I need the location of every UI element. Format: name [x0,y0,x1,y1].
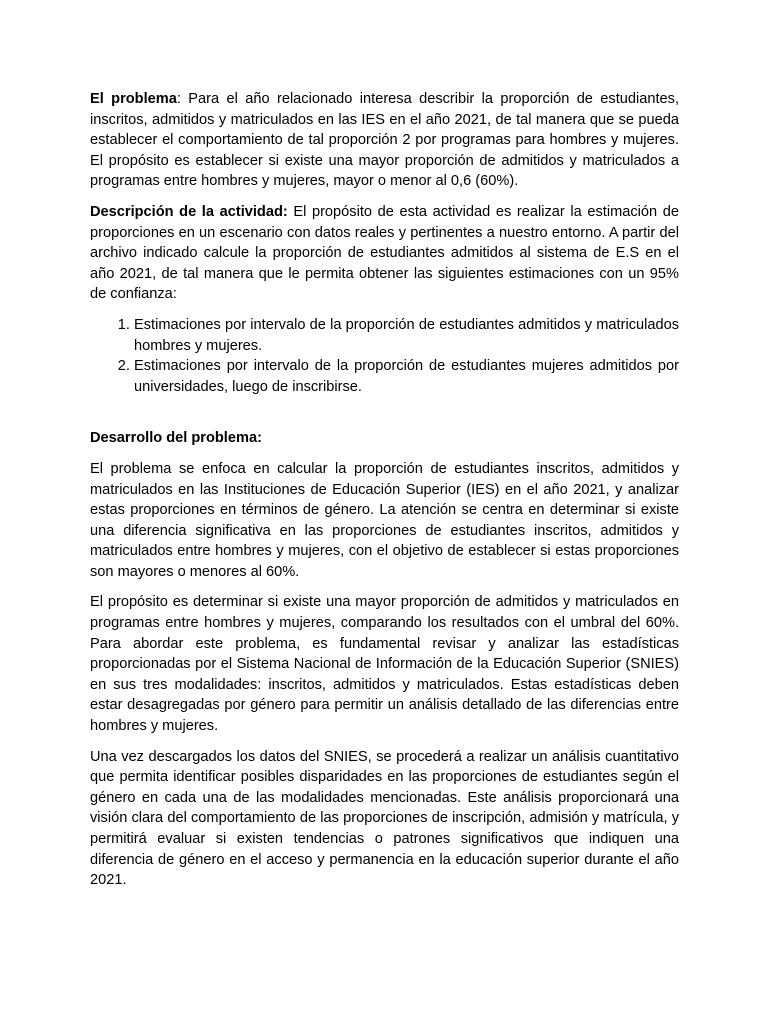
development-paragraph: El propósito es determinar si existe una mayor proporción de admitidos y matriculados en programas entre hombres y mujeres, comparando los resultados con el umbral del 60%. Para abordar este problema, es fundamental revisar y analizar las estadísticas proporcionadas por el Sistema Nacional de Información de la Educación Superior (SNIES) en sus tres modalidades: inscritos, admitidos y matriculados. Estas estadísticas deben estar desagregadas por género para permitir un análisis detallado de las diferencias entre hombres y mujeres. [90,594,679,735]
problem-label: El problema [90,91,177,107]
development-paragraph: Una vez descargados los datos del SNIES, se procederá a realizar un análisis cuantitativo que permita identificar posibles disparidades en las proporciones de estudiantes según el género en cada una de las modalidades mencionadas. Este análisis proporcionará una visión clara del comportamiento de las proporciones de inscripción, admisión y matrícula, y permitirá evaluar si existen tendencias o patrones significativos que indiquen una diferencia de género en el acceso y permanencia en la educación superior durante el año 2021. [90,748,679,889]
activity-paragraph [90,202,679,305]
list-item: 1. Estimaciones por intervalo de la proporción de estudiantes admitidos y matriculados hombres y mujeres. [134,315,679,356]
development-heading: Desarrollo del problema: [90,430,262,447]
problem-paragraph [90,89,679,192]
document-page [90,89,679,901]
spacer [90,407,679,428]
list-item: 2. Estimaciones por intervalo de la proporción de estudiantes mujeres admitidos por universidades, luego de inscribirse. [134,356,679,397]
development-paragraph: El problema se enfoca en calcular la proporción de estudiantes inscritos, admitidos y matriculados en las Instituciones de Educación Superior (IES) en el año 2021, y analizar estas proporciones en términos de género. La atención se centra en determinar si existe una diferencia significativa en las proporciones de estudiantes inscritos, admitidos y matriculados entre hombres y mujeres, con el objetivo de establecer si estas proporciones son mayores o menores al 60%. [90,460,679,580]
activity-text: El propósito de esta actividad es realizar la estimación de proporciones en un escenario con datos reales y pertinentes a nuestro entorno. A partir del archivo indicado calcule la proporción de estudiantes admitidos al sistema de E.S en el año 2021, de tal manera que le permita obtener las siguientes estimaciones con un 95% de confianza: [90,203,679,303]
estimations-list [90,315,679,397]
activity-label: Descripción de la actividad: [90,203,288,220]
problem-text: : Para el año relacionado interesa describir la proporción de estudiantes, inscritos, admitidos y matriculados en las IES en el año 2021, de tal manera que se pueda establecer el comportamiento de tal proporción 2 por programas para hombres y mujeres. El propósito es establecer si existe una mayor proporción de admitidos y matriculados a programas entre hombres y mujeres, mayor o menor al 0,6 (60%). [90,91,680,190]
